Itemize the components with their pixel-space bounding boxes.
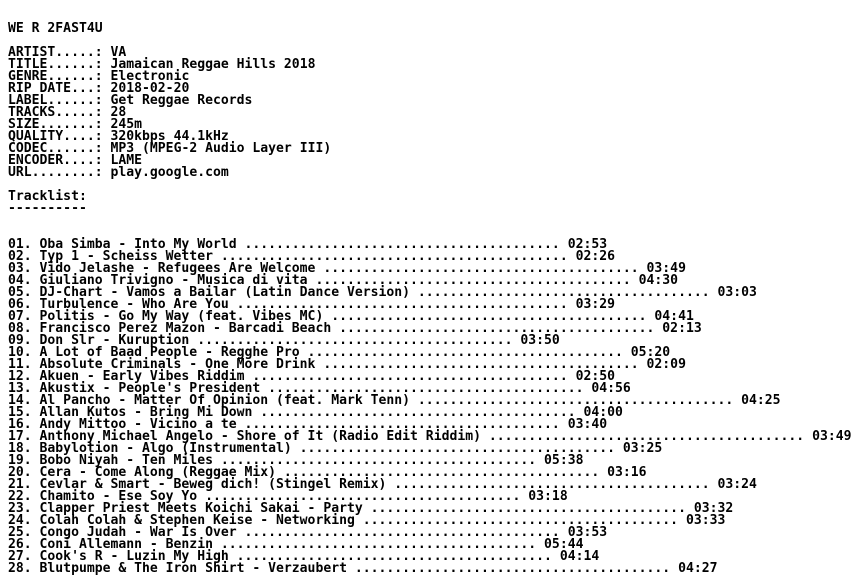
info-key: URL........: <box>8 165 103 180</box>
info-value: play.google.com <box>110 165 229 180</box>
track-line: 10. A Lot of Baad People - Regghe Pro ........................................ 05:20 <box>8 345 671 360</box>
spacer <box>8 215 852 227</box>
track-line: 21. Cevlar & Smart - Beweg dich! (Stingel Remix) ........................................ 03:24 <box>8 477 757 492</box>
info-label <box>8 95 852 107</box>
track-line: 01. Oba Simba - Into My World ........................................ 02:53 <box>8 237 608 252</box>
track-line: 27. Cook's R - Luzin My High ........................................ 04:14 <box>8 549 600 564</box>
track-line: 24. Colah Colah & Stephen Keise - Networking ........................................ 03:33 <box>8 513 726 528</box>
track-line: 19. Bobo Niyah - Ten Miles ........................................ 05:38 <box>8 453 584 468</box>
track-line: 11. Absolute Criminals - One More Drink ........................................ 02:09 <box>8 357 686 372</box>
track-line: 20. Cera - Come Along (Reggae Mix) ........................................ 03:16 <box>8 465 647 480</box>
info-value: Electronic <box>110 69 190 84</box>
track-line: 02. Typ 1 - Scheiss Wetter ............................................ 02:26 <box>8 249 615 264</box>
info-key: QUALITY....: <box>8 129 103 144</box>
info-key: TITLE......: <box>8 57 103 72</box>
info-value: LAME <box>110 153 143 168</box>
tracklist-heading: Tracklist: <box>8 189 87 204</box>
track-line: 17. Anthony Michael Angelo - Shore of It (Radio Edit Riddim) ........................................ 03:49 <box>8 429 852 444</box>
track-line: 03. Vido Jelashe - Refugees Are Welcome ........................................ 03:49 <box>8 261 686 276</box>
info-key: ENCODER....: <box>8 153 103 168</box>
track-line: 16. Andy Mittoo - Vicino a te ........................................ 03:40 <box>8 417 608 432</box>
info-value: 245m <box>110 117 143 132</box>
info-key: LABEL......: <box>8 93 103 108</box>
track-line: 22. Chamito - Ese Soy Yo ........................................ 03:18 <box>8 489 568 504</box>
info-key: GENRE......: <box>8 69 103 84</box>
info-value: Get Reggae Records <box>110 93 253 108</box>
track-line: 28. Blutpumpe & The Iron Shirt - Verzaubert ........................................ 04:27 <box>8 561 718 576</box>
track-line: 04. Giuliano Trivigno - Musica di vita ........................................ 04:30 <box>8 273 679 288</box>
info-value: 320kbps 44.1kHz <box>110 129 229 144</box>
release-group-header: WE R 2FAST4U <box>8 21 103 36</box>
track-line: 09. Don Slr - Kuruption ........................................ 03:50 <box>8 333 560 348</box>
track-line: 13. Akustix - People's President ........................................ 04:56 <box>8 381 631 396</box>
track-line: 05. DJ-Chart - Vamos a Bailar (Latin Dance Version) ..................................... 03:03 <box>8 285 757 300</box>
info-value: VA <box>110 45 127 60</box>
spacer <box>8 35 852 47</box>
track-line: 12. Akuen - Early Vibes Riddim ........................................ 02:50 <box>8 369 615 384</box>
info-value: MP3 (MPEG-2 Audio Layer III) <box>110 141 332 156</box>
track-line: 25. Congo Judah - War Is Over ........................................ 03:53 <box>8 525 608 540</box>
track-line: 18. Babylotion - Algo (Instrumental) ........................................ 03:25 <box>8 441 663 456</box>
track-line: 26. Coni Allemann - Benzin ........................................ 05:44 <box>8 537 584 552</box>
nfo-text-document <box>8 23 852 575</box>
info-value: Jamaican Reggae Hills 2018 <box>110 57 316 72</box>
track-line: 23. Clapper Priest Meets Koichi Sakai - Party ........................................ 03:32 <box>8 501 734 516</box>
track-line: 15. Allan Kutos - Bring Mi Down ........................................ 04:00 <box>8 405 623 420</box>
track-line: 08. Francisco Perez Mazon - Barcadi Beach ........................................ 02:13 <box>8 321 702 336</box>
info-key: ARTIST.....: <box>8 45 103 60</box>
spacer <box>8 179 852 191</box>
track-line: 14. Al Pancho - Matter Of Opinion (feat. Mark Tenn) ........................................ 04:25 <box>8 393 781 408</box>
info-key: TRACKS.....: <box>8 105 103 120</box>
info-key: SIZE.......: <box>8 117 103 132</box>
info-key: CODEC......: <box>8 141 103 156</box>
info-url <box>8 167 852 179</box>
info-value: 28 <box>110 105 127 120</box>
track-line: 07. Politis - Go My Way (feat. Vibes MC) ........................................ 04:41 <box>8 309 694 324</box>
track-line: 06. Turbulence - Who Are You .......................................... 03:29 <box>8 297 615 312</box>
info-value: 2018-02-20 <box>110 81 190 96</box>
tracklist-rule: ---------- <box>8 201 87 216</box>
info-key: RIP DATE...: <box>8 81 103 96</box>
